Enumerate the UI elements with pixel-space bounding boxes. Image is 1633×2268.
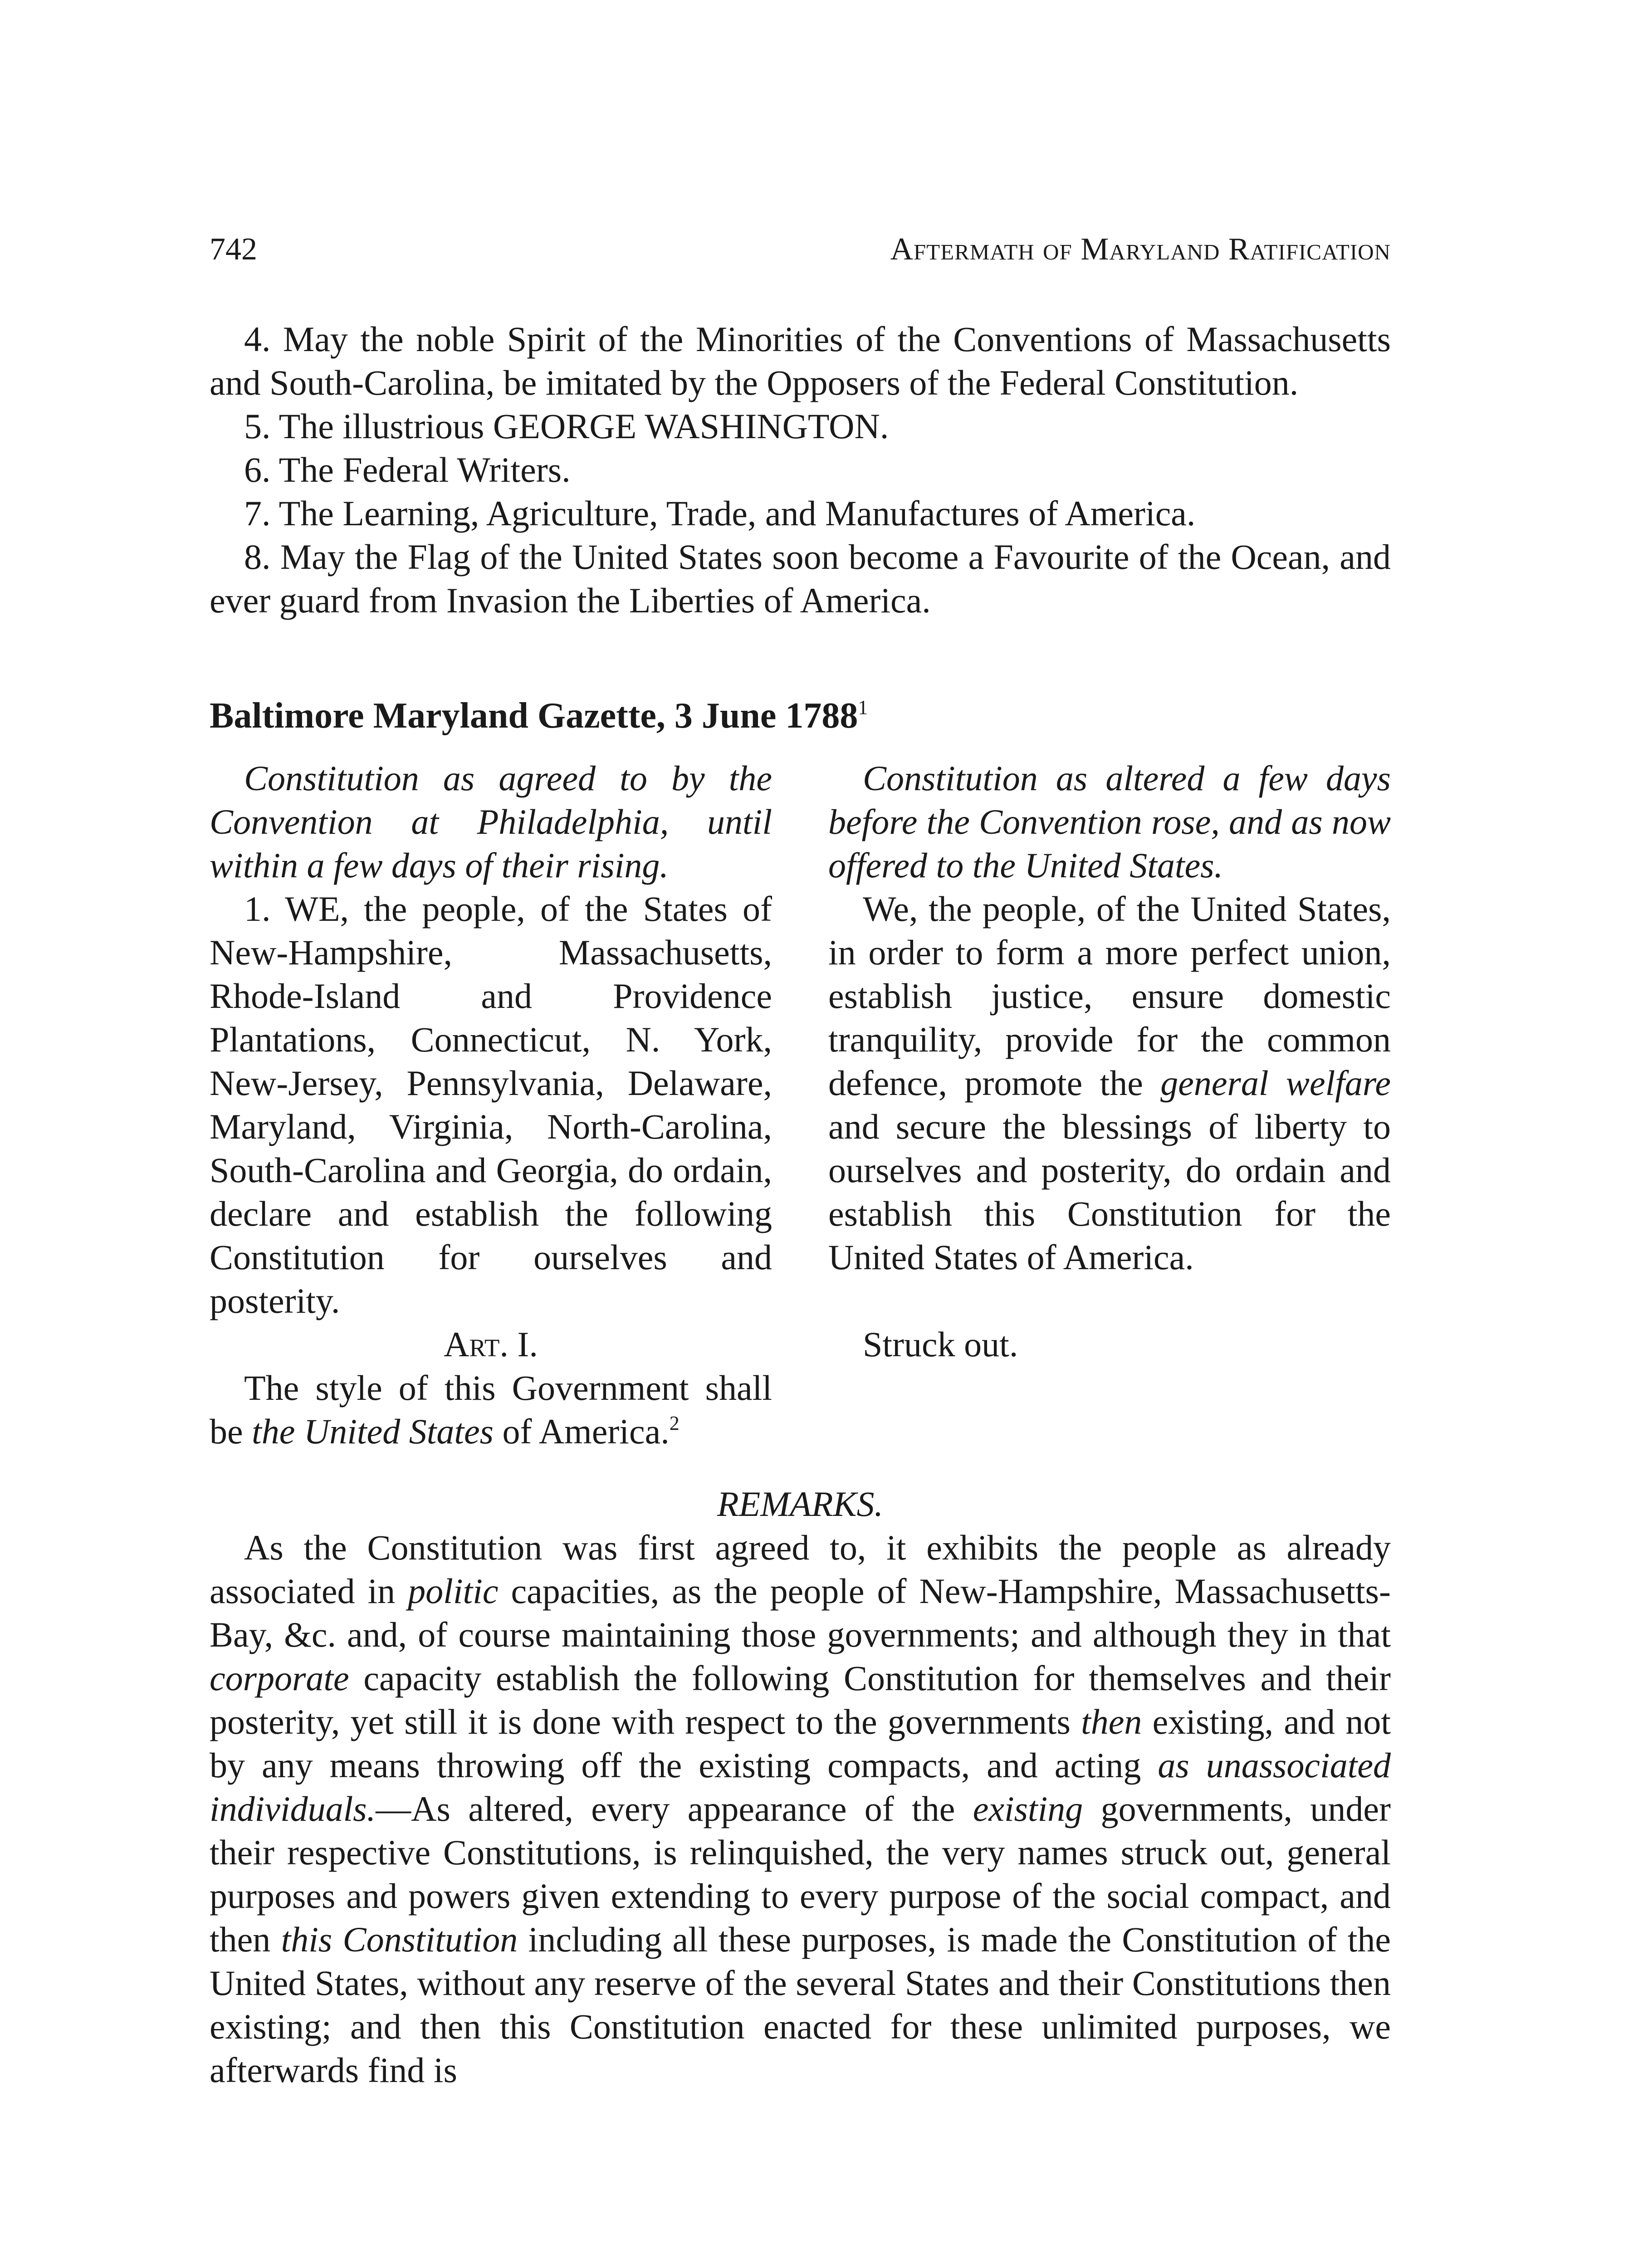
style-clause [210,1366,772,1453]
right-preamble-end: and secure the blessings of liberty to ourselves and posterity, do ordain and establish this Constitution for the United States of America. [828,1107,1391,1277]
right-preamble-text: We, the people, of the United States, in order to form a more perfect union, establish justice, ensure domestic tranquility, provide for the common defence, promote the [828,889,1391,1103]
style-clause-end: of America. [494,1412,670,1451]
running-title: Aftermath of Maryland Ratification [890,232,1391,267]
remarks-emphasis: corporate [210,1658,349,1698]
remarks-emphasis: existing [973,1789,1083,1828]
section-heading [210,693,1391,738]
page-number: 742 [210,232,257,267]
style-clause-emphasis: the United States [252,1412,494,1451]
left-preamble: 1. WE, the people, of the States of New-Hampshire, Massachusetts, Rhode-Island and Providence Plantations, Connecticut, N. York, New-Jersey, Pennsylvania, Delaware, Maryland, Virginia, North-Carolina, South-Carolina and Georgia, do ordain, declare and establish the following Constitution for ourselves and posterity. [210,889,772,1320]
remarks-text: including all these purposes, is made the Constitution of the United States, without any reserve of the several States and their Constitutions then existing; and then this Constitution enacted for these unlimited purposes, we afterwards find is [210,1920,1391,2090]
toast-item: 7. The Learning, Agriculture, Trade, and Manufactures of America. [244,494,1196,533]
remarks-text: —As altered, every appearance of the [376,1789,973,1828]
remarks-text: As the Constitution was first agreed to, it exhibits the people as already associated in [210,1528,1391,1611]
footnote-marker: 1 [858,696,868,719]
remarks-emphasis: then [1081,1702,1142,1741]
remarks-body [210,1526,1391,2092]
right-preamble-emphasis: general welfare [1160,1063,1391,1103]
remarks-emphasis: politic [408,1571,499,1611]
running-header [210,229,1391,270]
right-column [828,757,1391,1366]
style-clause-text: The style of this Government shall be [210,1368,772,1451]
right-column-caption: Constitution as altered a few days before the Convention rose, and as now offered to the United States. [828,758,1391,885]
section-heading-text: Baltimore Maryland Gazette, 3 June 1788 [210,696,858,736]
toast-list [210,318,1391,622]
left-column [210,757,772,1453]
toast-item: 6. The Federal Writers. [244,450,571,489]
footnote-marker: 2 [669,1412,680,1434]
right-preamble [828,887,1391,1279]
remarks-emphasis: this Constitution [281,1920,518,1959]
remarks-text: capacity establish the following Constitution for themselves and their posterity, yet still it is done with respect to the governments [210,1658,1391,1741]
remarks-title: REMARKS. [717,1484,884,1524]
remarks-text: existing, and not by any means throwing off the existing compacts, and acting [210,1702,1391,1785]
remarks-text: capacities, as the people of New-Hampshire, Massachusetts-Bay, &c. and, of course maintaining those governments; and although they in that [210,1571,1391,1654]
toast-item: 5. The illustrious GEORGE WASHINGTON. [244,406,889,446]
left-column-caption: Constitution as agreed to by the Convention at Philadelphia, until within a few days of their rising. [210,758,772,885]
toast-item: 4. May the noble Spirit of the Minorities of the Conventions of Massachusetts and South-Carolina, be imitated by the Opposers of the Federal Constitution. [210,319,1391,402]
toast-item: 8. May the Flag of the United States soon become a Favourite of the Ocean, and ever guard from Invasion the Liberties of America. [210,537,1391,620]
article-heading: Art. I. [444,1325,538,1364]
remarks-paragraph [210,1526,1391,2092]
remarks-text: governments, under their respective Constitutions, is relinquished, the very names struck out, general purposes and powers given extending to every purpose of the social compact, and then [210,1789,1391,1959]
remarks-emphasis: as unassociated individuals. [210,1745,1391,1828]
struck-out-note: Struck out. [863,1325,1018,1364]
